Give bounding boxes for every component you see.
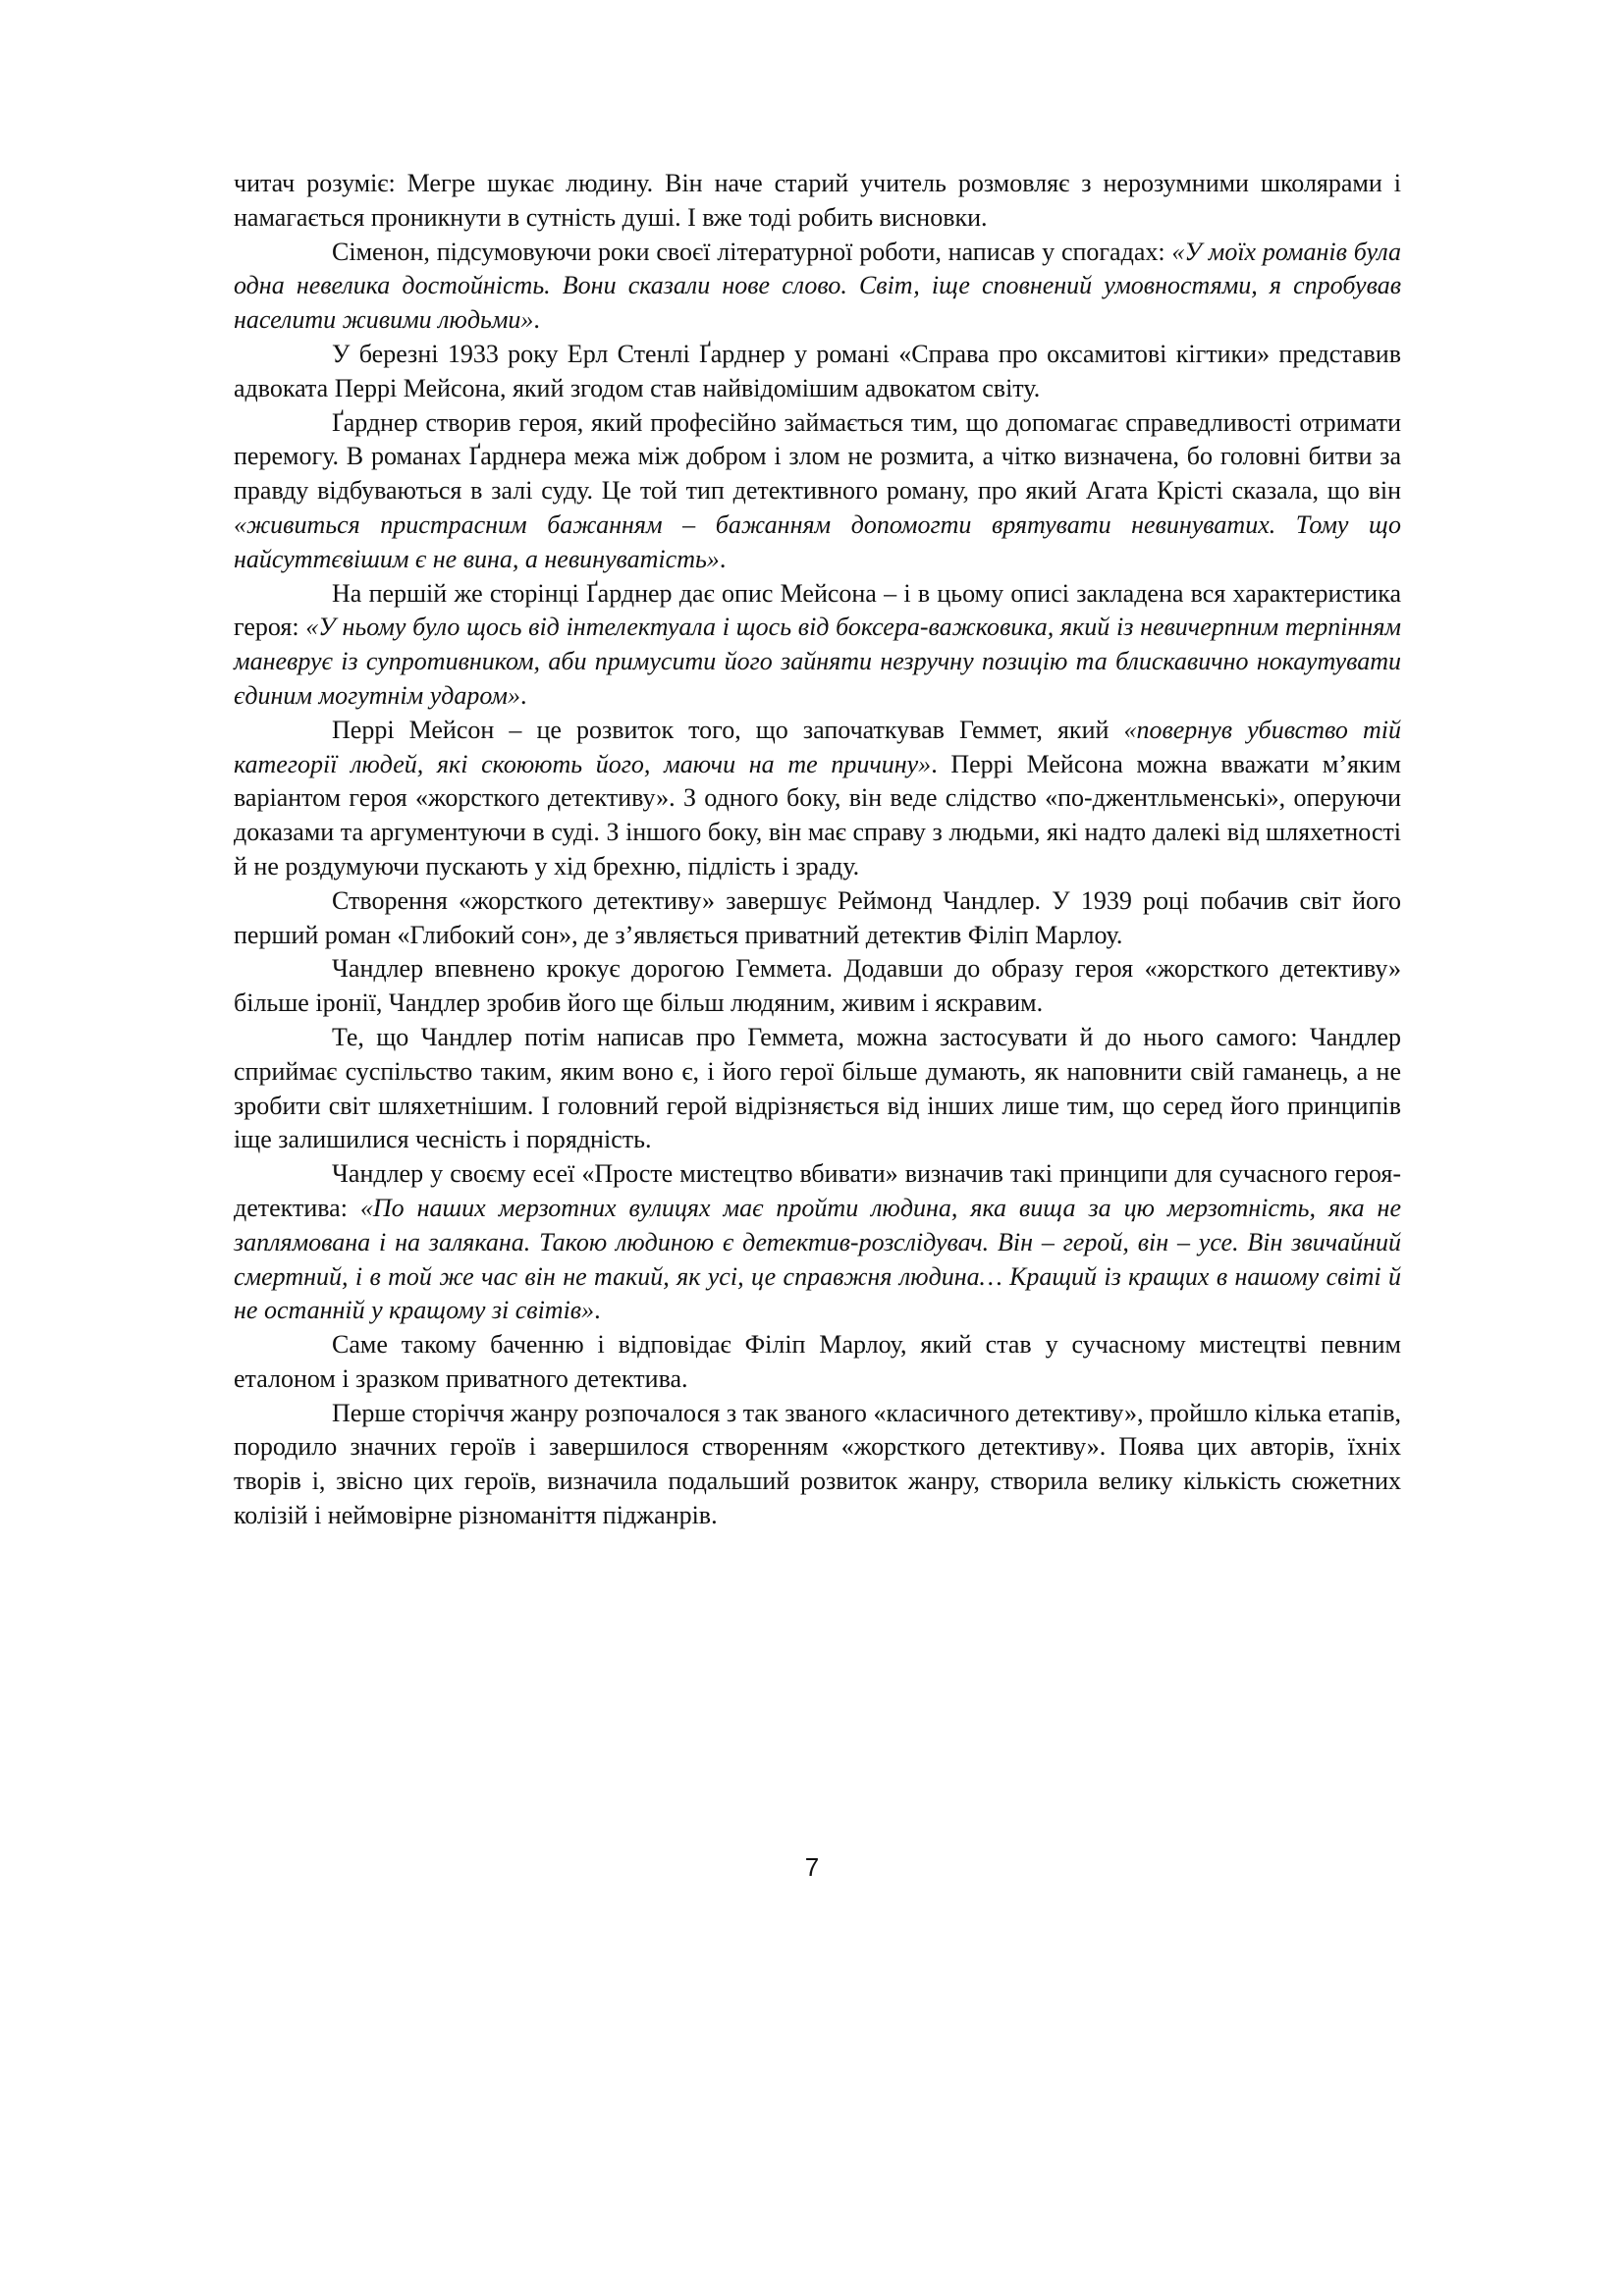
body-text: Саме такому баченню і відповідає Філіп Марлоу, який став у сучасному мистецтві певним еталоном і зразком приватного детектива. (234, 1330, 1401, 1393)
body-text: Те, що Чандлер потім написав про Геммета, можна застосувати й до нього самого: Чандлер сприймає суспільство таким, яким воно є, і його герої більше думають, як наповнити свій гаманець, а не зробити світ шляхетнішим. І головний герой відрізняється від інших лише тим, що серед його принципів іще залишилися чесність і порядність. (234, 1022, 1401, 1154)
body-text: Сіменон, підсумовуючи роки своєї літературної роботи, написав у спогадах: (332, 237, 1172, 266)
paragraph (234, 338, 1401, 406)
paragraph (234, 884, 1401, 953)
body-text: Ґарднер створив героя, який професійно займається тим, що допомагає справедливості отримати перемогу. В романах Ґарднера межа між добром і злом не розмита, а чітко визначена, бо головні битви за правду відбуваються в залі суду. Це той тип детективного роману, про який Агата Крісті сказала, що він (234, 407, 1401, 506)
quote-text: «повернув убивство тій категорії людей, які скоюють його, маючи на те причину» (234, 715, 1401, 778)
paragraph (234, 1328, 1401, 1397)
paragraph (234, 952, 1401, 1021)
body-text: . Перрі Мейсона можна вважати м’яким варіантом героя «жорсткого детективу». З одного боку, він веде слідство «по-джентльменські», оперуючи доказами та аргументуючи в суді. З іншого боку, він має справу з людьми, які надто далекі від шляхетності й не роздумуючи пускають у хід брехню, підлість і зраду. (234, 749, 1401, 881)
page-body (234, 167, 1401, 1533)
quote-text: «У моїх романів була одна невелика достойність. Вони сказали нове слово. Світ, іще сповнений умовностями, я спробував населити живими людьми» (234, 237, 1401, 335)
body-text: На першій же сторінці Ґарднер дає опис Мейсона – і в цьому описі закладена вся характеристика героя: (234, 578, 1401, 642)
paragraph (234, 1397, 1401, 1533)
body-text: У березні 1933 року Ерл Стенлі Ґарднер у романі «Справа про оксамитові кігтики» представив адвоката Перрі Мейсона, який згодом став найвідомішим адвокатом світу. (234, 339, 1401, 402)
body-text: Чандлер впевнено крокує дорогою Геммета. Додавши до образу героя «жорсткого детективу» більше іронії, Чандлер зробив його ще більш людяним, живим і яскравим. (234, 954, 1401, 1018)
paragraph (234, 577, 1401, 714)
page-number: 7 (804, 1852, 820, 1882)
body-text: Створення «жорсткого детективу» завершує Реймонд Чандлер. У 1939 році побачив світ його перший роман «Глибокий сон», де з’являється приватний детектив Філіп Марлоу. (234, 885, 1401, 949)
body-text: . (533, 305, 540, 335)
body-text: Чандлер у своєму есеї «Просте мистецтво вбивати» визначив такі принципи для сучасного героя-детектива: (234, 1159, 1401, 1222)
body-text: Перрі Мейсон – це розвиток того, що започаткував Геммет, який (332, 715, 1124, 744)
paragraph (234, 236, 1401, 338)
paragraph (234, 167, 1401, 236)
paragraph (234, 1021, 1401, 1157)
quote-text: «У ньому було щось від інтелектуала і щось від боксера-важковика, який із невичерпним терпінням маневрує із супротивником, аби примусити його зайняти незручну позицію та блискавично нокаутувати єдиним могутнім ударом» (234, 613, 1401, 710)
paragraph (234, 714, 1401, 884)
paragraph (234, 1157, 1401, 1328)
body-text: . (594, 1296, 601, 1325)
body-text: Перше сторіччя жанру розпочалося з так званого «класичного детективу», пройшло кілька етапів, породило значних героїв і завершилося створенням «жорсткого детективу». Поява цих авторів, їхніх творів і, звісно цих героїв, визначила подальший розвиток жанру, створила велику кількість сюжетних колізій і неймовірне різноманіття піджанрів. (234, 1398, 1401, 1530)
body-text: читач розуміє: Мегре шукає людину. Він наче старий учитель розмовляє з нерозумними школярами і намагається проникнути в сутність душі. І вже тоді робить висновки. (234, 169, 1401, 232)
paragraph (234, 406, 1401, 577)
body-text: . (519, 680, 527, 710)
body-text: . (719, 544, 727, 573)
quote-text: «живиться пристрасним бажанням – бажанням допомогти врятувати невинуватих. Тому що найсуттєвішим є не вина, а невинуватість» (234, 509, 1401, 573)
quote-text: «По наших мерзотних вулицях має пройти людина, яка вища за цю мерзотність, яка не заплямована і на залякана. Такою людиною є детектив-розслідувач. Він – герой, він – усе. Він звичайний смертний, і в той же час він не такий, як усі, це справжня людина… Кращий із кращих в нашому світі й не останній у кращому зі світів» (234, 1193, 1401, 1325)
